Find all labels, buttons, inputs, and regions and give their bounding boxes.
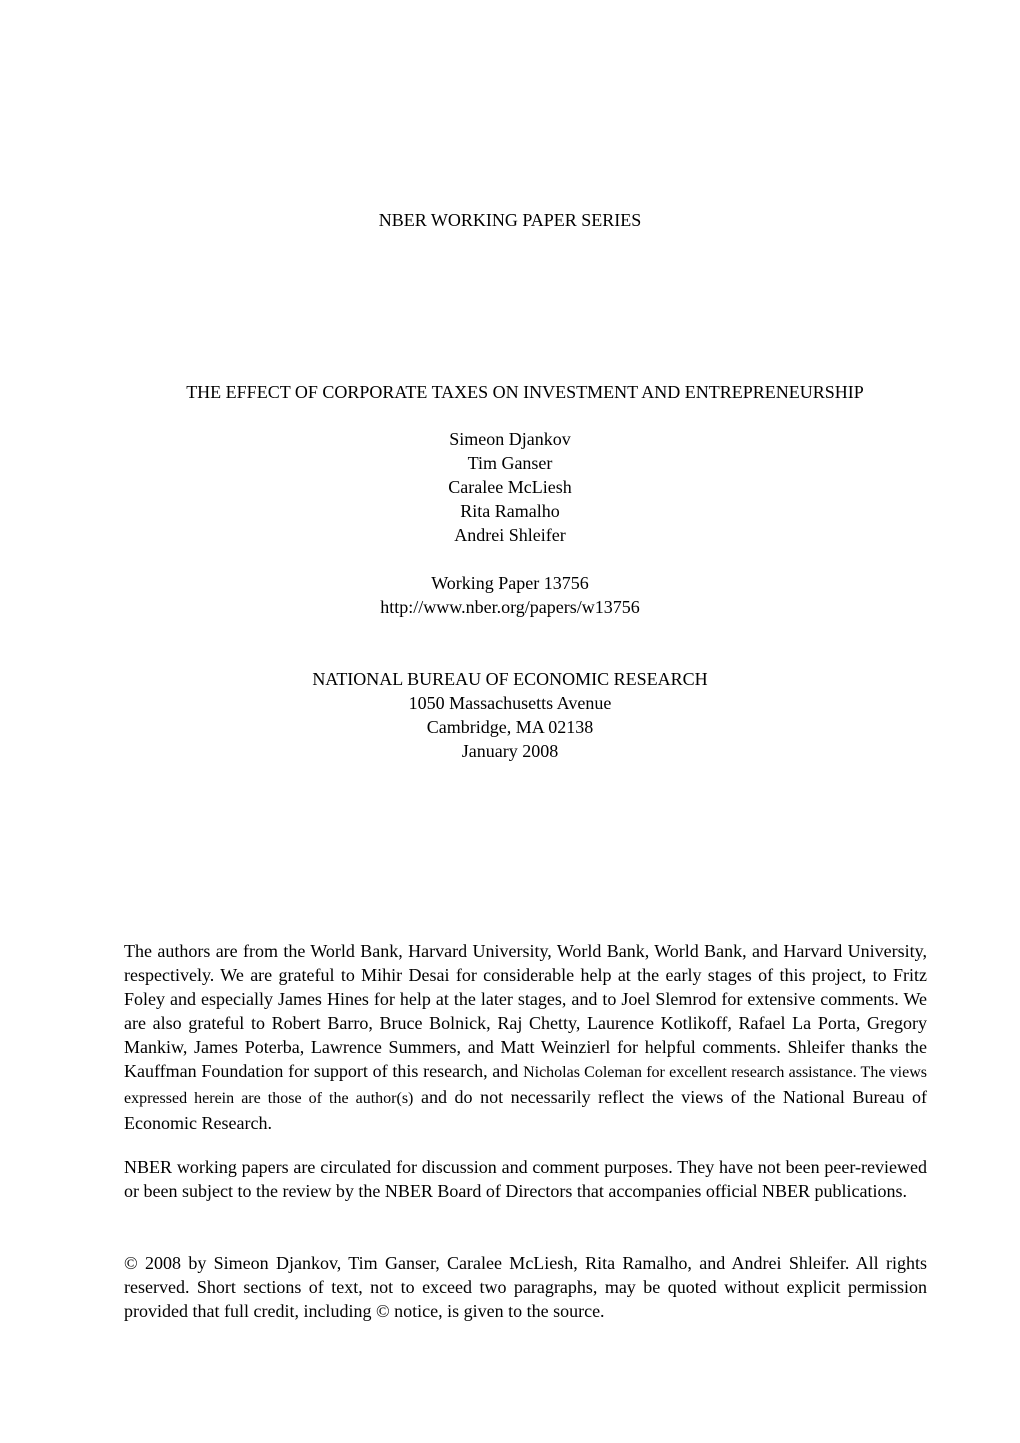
author-name: Andrei Shleifer	[454, 525, 566, 545]
author-name: Caralee McLiesh	[448, 477, 572, 497]
acknowledgements-text-end: and do not necessarily reflect the views of the National Bureau of Economic Research.	[124, 1087, 928, 1133]
institution-block	[0, 667, 1020, 763]
acknowledgements-paragraph	[124, 939, 927, 1135]
paper-title: THE EFFECT OF CORPORATE TAXES ON INVESTMENT AND ENTREPRENEURSHIP	[186, 382, 864, 402]
working-paper-number: Working Paper 13756	[431, 573, 589, 593]
copyright-paragraph: © 2008 by Simeon Djankov, Tim Ganser, Caralee McLiesh, Rita Ramalho, and Andrei Shleifer. All rights reserved. Short sections of text, not to exceed two paragraphs, may be quoted without explicit permission provided that full credit, including © notice, is given to the source.	[124, 1253, 927, 1321]
acknowledgements-text-small: Nicholas Coleman for excellent research assistance. The views expressed herein are those of the author(s)	[124, 1064, 928, 1107]
institution-name: NATIONAL BUREAU OF ECONOMIC RESEARCH	[312, 669, 708, 689]
series-title: NBER WORKING PAPER SERIES	[378, 210, 642, 230]
publication-date: January 2008	[461, 741, 559, 761]
institution-city: Cambridge, MA 02138	[426, 717, 594, 737]
institution-address: 1050 Massachusetts Avenue	[408, 693, 612, 713]
working-paper-url[interactable]: http://www.nber.org/papers/w13756	[380, 597, 640, 617]
author-list	[0, 427, 1020, 547]
author-name: Tim Ganser	[467, 453, 553, 473]
disclaimer-paragraph: NBER working papers are circulated for discussion and comment purposes. They have not been peer-reviewed or been subject to the review by the NBER Board of Directors that accompanies official NBER publications.	[124, 1157, 927, 1201]
author-name: Rita Ramalho	[460, 501, 560, 521]
author-name: Simeon Djankov	[449, 429, 571, 449]
acknowledgements-text: The authors are from the World Bank, Harvard University, World Bank, World Bank, and Harvard University, respectively. We are grateful to Mihir Desai for considerable help at the early stages of this project, to Fritz Foley and especially James Hines for help at the later stages, and to Joel Slemrod for extensive comments. We are also grateful to Robert Barro, Bruce Bolnick, Raj Chetty, Laurence Kotlikoff, Rafael La Porta, Gregory Mankiw, James Poterba, Lawrence Summers, and Matt Weinzierl for helpful comments. Shleifer thanks the Kauffman Foundation for support of this research, and	[124, 941, 927, 1081]
working-paper-info	[0, 571, 1020, 619]
